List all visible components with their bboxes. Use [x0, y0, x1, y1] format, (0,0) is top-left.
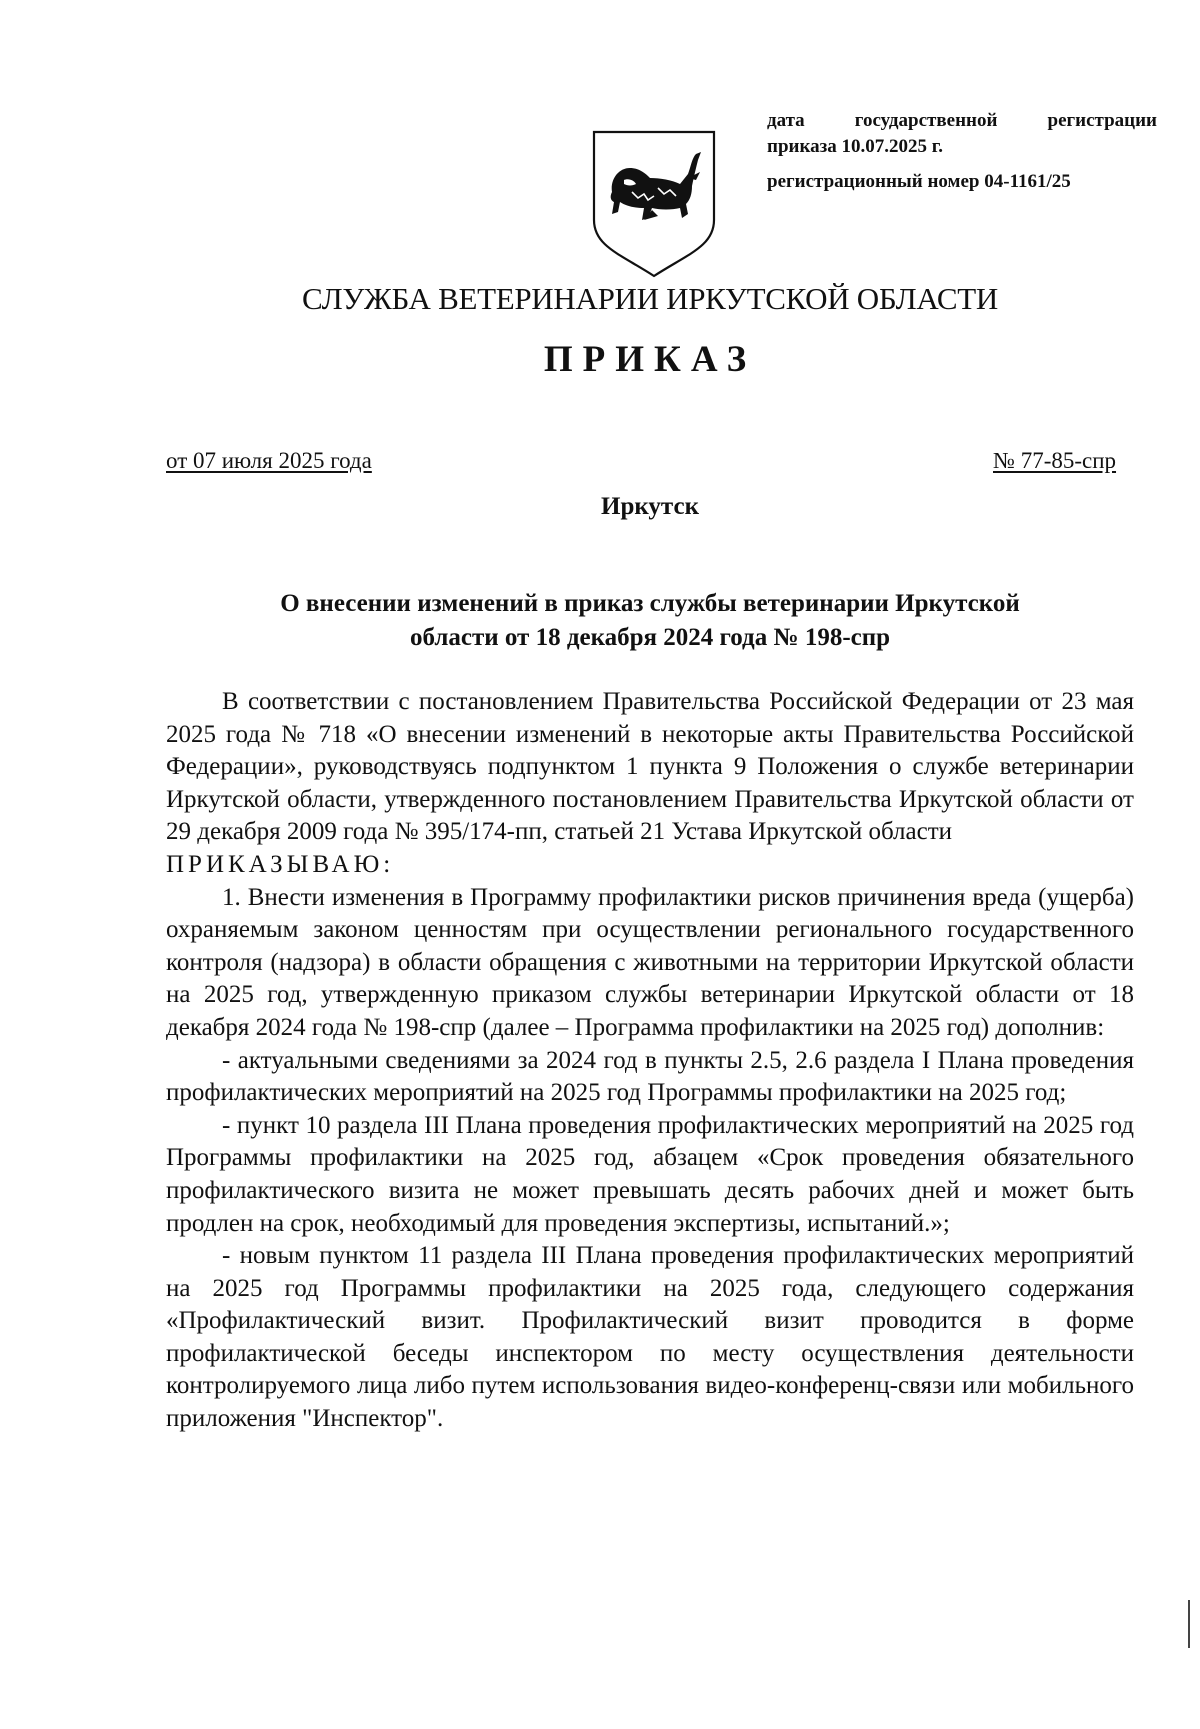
order-number: № 77-85-спр: [993, 448, 1117, 473]
scan-edge-mark: [1188, 1600, 1190, 1648]
coat-of-arms-icon: [588, 128, 720, 280]
subject-line-1: О внесении изменений в приказ службы ветеринарии Иркутской: [280, 590, 1020, 617]
issue-city: Иркутск: [601, 493, 699, 520]
dash-item-3: - новым пунктом 11 раздела III Плана проведения профилактических мероприятий на 2025 год Программы профилактики на 2025 года, следующего содержания «Профилактический визит. Профилактический визит проводится в форме профилактической беседы инспектором по месту осуществления деятельности контролируемого лица либо путем использования видео-конференц-связи или мобильного приложения "Инспектор".: [166, 1242, 1134, 1433]
dash-item-1: - актуальными сведениями за 2024 год в пункты 2.5, 2.6 раздела I Плана проведения профилактических мероприятий на 2025 год Программы профилактики на 2025 год;: [166, 1046, 1134, 1107]
order-word: ПРИКАЗЫВАЮ:: [166, 850, 395, 878]
agency-name: СЛУЖБА ВЕТЕРИНАРИИ ИРКУТСКОЙ ОБЛАСТИ: [302, 281, 998, 316]
subject-line-2: области от 18 декабря 2024 года № 198-спр: [409, 624, 891, 651]
babr-icon: [611, 152, 701, 220]
registration-number: регистрационный номер 04-1161/25: [767, 171, 1071, 192]
preamble-paragraph: В соответствии с постановлением Правительства Российской Федерации от 23 мая 2025 года № 718 «О внесении изменений в некоторые акты Правительства Российской Федерации», руководствуясь подпунктом 1 пункта 9 Положения о службе ветеринарии Иркутской области, утвержденного постановлением Правительства Иркутской области от 29 декабря 2009 года № 395/174-пп, статьей 21 Устава Иркутской области: [166, 688, 1134, 846]
order-body: [166, 686, 1134, 1436]
registration-block: [767, 108, 1157, 195]
dash-item-2: - пункт 10 раздела III Плана проведения профилактических мероприятий на 2025 год Программы профилактики на 2025 год, абзацем «Срок проведения обязательного профилактического визита не может превышать десять рабочих дней и может быть продлен на срок, необходимый для проведения экспертизы, испытаний.»;: [166, 1111, 1134, 1237]
registration-line: дата государственной регистрации: [767, 110, 1157, 131]
registration-date: приказа 10.07.2025 г.: [767, 136, 943, 157]
item-1-paragraph: 1. Внести изменения в Программу профилактики рисков причинения вреда (ущерба) охраняемым законом ценностям при осуществлении регионального государственного контроля (надзора) в области обращения с животными на территории Иркутской области на 2025 год, утвержденную приказом службы ветеринарии Иркутской области от 18 декабря 2024 года № 198-спр (далее – Программа профилактики на 2025 год) дополнив:: [166, 883, 1134, 1041]
document-title: ПРИКАЗ: [543, 339, 757, 380]
order-date: от 07 июля 2025 года: [166, 448, 372, 473]
order-subject: [166, 587, 1134, 655]
